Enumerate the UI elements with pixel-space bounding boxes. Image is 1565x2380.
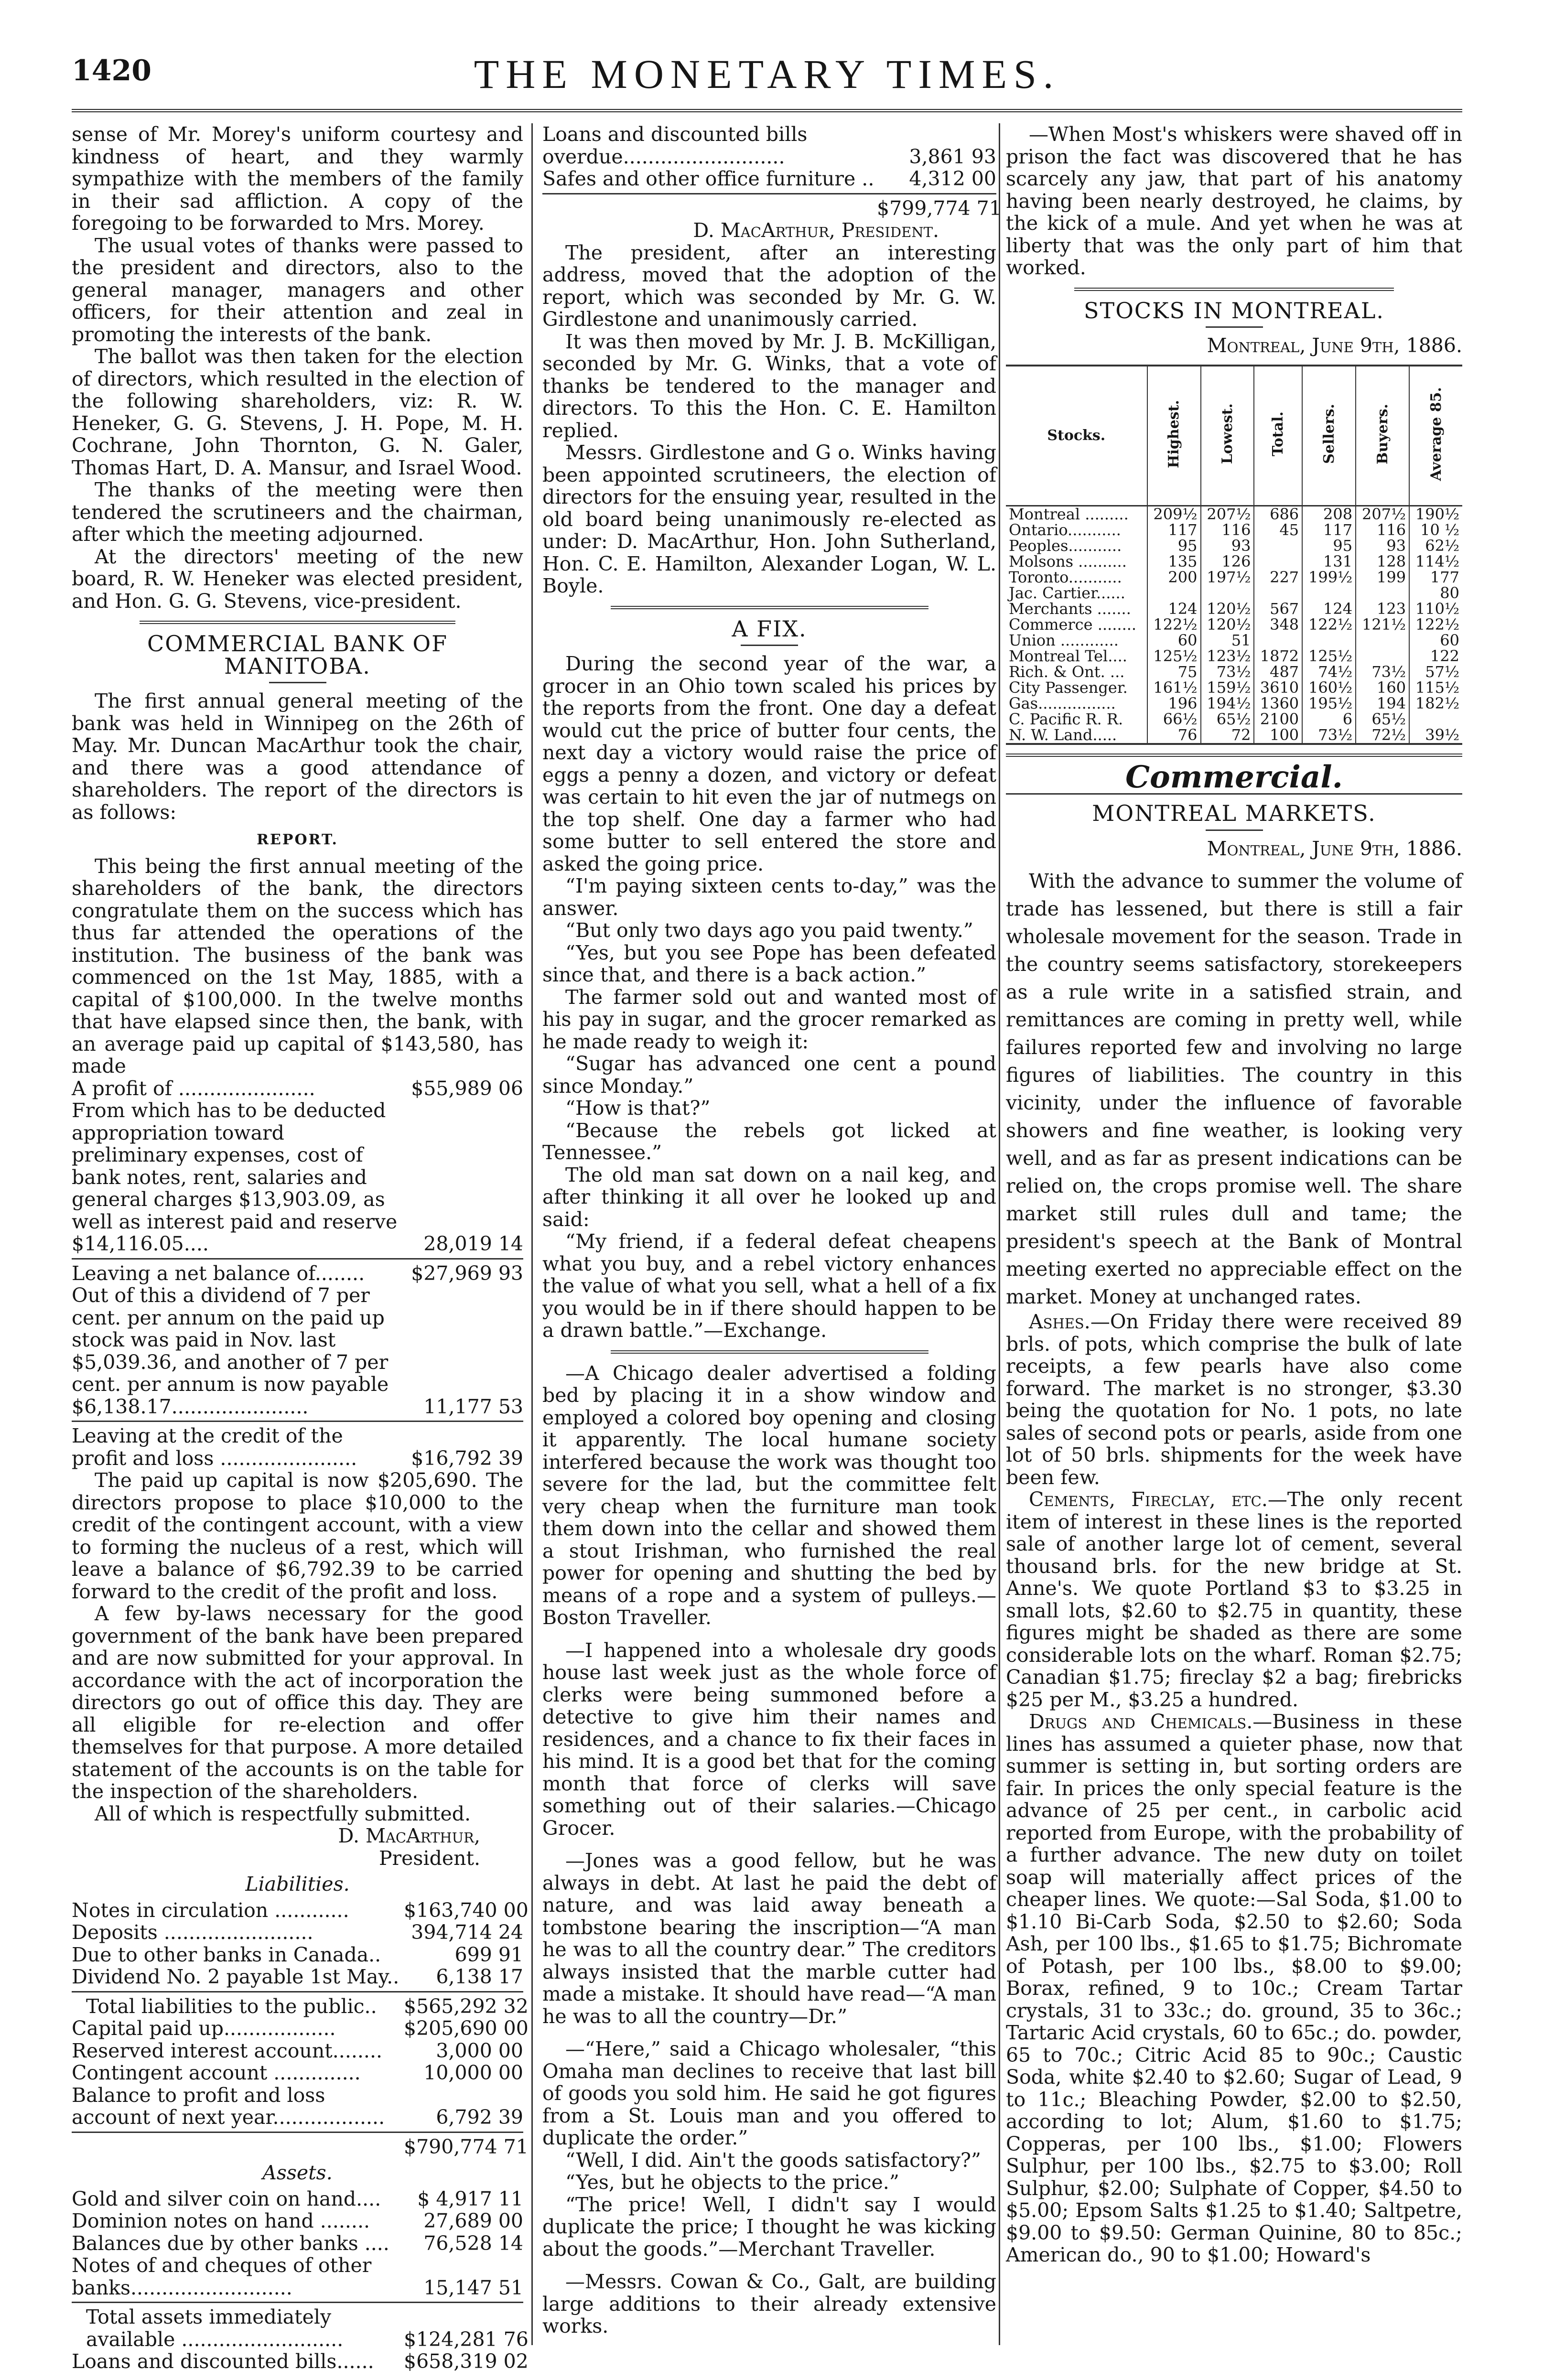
ledger-amount: 6,138 17 [436,1965,523,1988]
ledger-row [72,2132,529,2158]
stock-value-cell: 190½ [1409,506,1462,522]
page-header [72,45,1462,98]
ledger-amount: $565,292 32 [404,1994,529,2018]
ledger-label: Due to other banks in Canada.. [72,1943,381,1966]
stock-value-cell: 128 [1356,554,1409,570]
column-1 [72,123,529,2373]
ledger-row [72,2210,523,2232]
ledger-label: Total assets immediately available .......................... [86,2305,344,2351]
paragraph: During the second year of the war, a grocer in an Ohio town scaled his prices by the reports from the front. One day a defeat would cut the price of butter four cents, the next day a victory would raise the price of eggs a penny a dozen, and victory or defeat was certain to hit even the jar of nutmegs on the top shelf. One day a farmer who had some butter to sell entered the store and asked the going price. [542,652,996,875]
ledger-row [72,2017,529,2040]
dateline: Montreal, June 9th, 1886. [1207,334,1462,357]
ledger-label: Total liabilities to the public.. [86,1994,377,2018]
short-rule [1206,829,1263,831]
stock-value-cell: 57½ [1409,664,1462,680]
stock-value-cell: 60 [1147,633,1201,648]
stock-value-cell: 2100 [1254,711,1302,727]
column-header-label: Lowest. [1219,403,1236,464]
stock-name-cell: City Passenger. [1009,678,1128,697]
paragraph: —A Chicago dealer advertised a folding bed by placing it in a show window and employed a colored boy opening and closing it apparently. The local humane society interfered because the work was thought too severe for the lad, but the committee felt very cheap when the furniture man took them down into the cellar and showed them a stout Irishman, who furnished the real power for opening and shutting the bed by means of a rope and a system of pulleys.—Boston Traveller. [542,1361,996,1629]
ledger-amount: 10,000 00 [423,2061,523,2084]
stock-value-cell [1356,633,1409,648]
stock-value-cell: 227 [1254,570,1302,585]
stock-value-cell: 200 [1147,570,1201,585]
stock-value-cell: 65½ [1356,711,1409,727]
paragraph: —Jones was a good fellow, but he was always in debt. At last he paid the debt of nature, and was laid away beneath a tombstone bearing the inscription—“A man he was to all the country dear.” The creditors always insisted that the marble cutter had made a mistake. It should have read—“A man he was to all the country—Dr.” [542,1849,996,2028]
stock-value-cell: 182½ [1409,696,1462,711]
signature-name: D. MacArthur, [338,1824,480,1847]
ledger-row [72,2254,523,2299]
stock-name-cell: Toronto........... [1009,568,1122,586]
stock-name-cell: Merchants ....... [1009,599,1131,618]
stock-value-cell: 115½ [1409,680,1462,696]
stock-value-cell: 123½ [1201,648,1254,664]
stock-value-cell: 160 [1356,680,1409,696]
stocks-row [1006,617,1462,633]
stock-value-cell [1409,711,1462,727]
stocks-row [1006,554,1462,570]
ledger-row [542,193,1002,220]
paragraph: This being the first annual meeting of the shareholders of the bank, the directors congratulate them on the success which has thus far attended the operations of the institution. The business of the bank was commenced on the 1st May, 1885, with a capital of $100,000. In the twelve months that have elapsed since then, the bank, with an average paid up capital of $143,580, has made [72,854,523,1077]
paragraph: “The price! Well, I didn't say I would duplicate the price; I thought he was kicking about the goods.”—Merchant Traveller. [542,2193,996,2261]
ledger-amount: 3,861 93 [909,145,996,168]
stock-name-cell: Molsons .......... [1009,552,1127,571]
column-header-label: Total. [1270,411,1287,457]
stocks-column-header [1201,366,1254,506]
article-heading: STOCKS IN MONTREAL. [1084,297,1384,323]
liabilities-list [72,1898,529,1988]
stock-value-cell [1302,633,1356,648]
stocks-row [1006,648,1462,664]
ledger-row [72,2040,523,2062]
paragraph: It was then moved by Mr. J. B. McKilligan, seconded by Mr. G. Winks, that a vote of thanks be tendered to the manager and directors. To this the Hon. C. E. Hamilton replied. [542,330,996,442]
paragraph: The usual votes of thanks were passed to the president and directors, also to the general manager, managers and other officers, for their attention and zeal in promoting the interests of the bank. [72,234,523,346]
stock-name-cell: Peoples........... [1009,536,1122,555]
column-divider [999,123,1000,2345]
stock-value-cell: 126 [1201,554,1254,570]
stock-value-cell: 1872 [1254,648,1302,664]
section-rule [611,1350,928,1354]
stock-value-cell: 122½ [1409,617,1462,633]
paragraph: The farmer sold out and wanted most of his pay in sugar, and the grocer remarked as he made ready to weigh it: [542,985,996,1053]
paragraph-body: —On Friday there were received 89 brls. of pots, which comprise the bulk of late receipts, a few pearls have also come forward. The market is no stronger, $3.30 being the quotation for No. 1 pots, no late sales of second pots or pearls, aside from one lot of 50 brls. shipments for the week have been few. [1006,1310,1462,1489]
stock-value-cell: 195½ [1302,696,1356,711]
column-header-label: Buyers. [1374,403,1391,464]
ledger-amount: 76,528 14 [423,2231,523,2255]
stocks-row [1006,570,1462,585]
stock-name-cell: Gas................ [1009,694,1116,712]
ledger-label: Leaving a net balance of........ [72,1261,365,1285]
section-rule [1006,754,1462,757]
stock-value-cell: 208 [1302,506,1356,522]
stock-value-cell [1356,585,1409,601]
paragraph: “But only two days ago you paid twenty.” [565,919,973,942]
ledger-label: Loans and discounted bills...... [72,2350,374,2373]
stocks-column-header [1409,366,1462,506]
ledger-label: Gold and silver coin on hand.... [72,2187,381,2210]
ledger-row [72,2350,529,2373]
ledger-label: Contingent account .............. [72,2061,361,2084]
paragraph: —When Most's whiskers were shaved off in prison the fact was discovered that he has scarcely any jaw, that part of his anatomy having been nearly destroyed, he claims, by the kick of a mule. And yet when he was at liberty that was the only part of him that worked. [1006,123,1462,279]
lead-in: Ashes. [1029,1310,1090,1333]
ledger-amount: 27,689 00 [423,2209,523,2232]
ledger-row [72,2302,529,2351]
paragraph: “Yes, but you see Pope has been defeated since that, and there is a back action.” [542,941,996,986]
paragraph: “Sugar has advanced one cent a pound since Monday.” [542,1052,996,1098]
stock-value-cell: 196 [1147,696,1201,711]
stocks-row [1006,711,1462,727]
paragraph: “I'm paying sixteen cents to-day,” was the answer. [542,874,996,920]
stock-value-cell: 66½ [1147,711,1201,727]
stock-value-cell: 120½ [1201,601,1254,617]
stocks-row [1006,633,1462,648]
stock-value-cell: 76 [1147,727,1201,744]
stock-value-cell [1254,585,1302,601]
ledger-amount: 699 91 [454,1943,523,1966]
ledger-label: Reserved interest account........ [72,2039,383,2062]
stock-value-cell: 197½ [1201,570,1254,585]
ledger-amount: 11,177 53 [423,1395,523,1418]
stocks-row [1006,664,1462,680]
ledger-label: Deposits ........................ [72,1921,313,1944]
paragraph: The president, after an interesting address, moved that the adoption of the report, which was seconded by Mr. G. W. Girdlestone and unanimously carried. [542,241,996,331]
ledger-label: Dividend No. 2 payable 1st May.. [72,1965,399,1988]
stock-value-cell: 73½ [1302,727,1356,744]
stock-value-cell: 487 [1254,664,1302,680]
stocks-row [1006,727,1462,744]
stocks-row [1006,538,1462,554]
paragraph: The thanks of the meeting were then tendered the scrutineers and the chairman, after which the meeting adjourned. [72,478,523,546]
stocks-table [1006,365,1462,745]
stock-value-cell: 93 [1356,538,1409,554]
ledger-row [72,1898,529,1922]
ledger-row [72,2188,523,2210]
paragraph [1006,1711,1462,2266]
stock-value-cell: 122 [1409,648,1462,664]
stocks-row [1006,506,1462,522]
stock-value-cell: 95 [1302,538,1356,554]
stock-name-cell: C. Pacific R. R. [1009,710,1123,728]
stock-value-cell: 122½ [1302,617,1356,633]
stock-value-cell: 3610 [1254,680,1302,696]
paragraph [1006,1311,1462,1488]
stock-value-cell [1254,538,1302,554]
ledger-amount: 394,714 24 [411,1921,523,1944]
column-header-label: Highest. [1166,399,1183,468]
ledger-row [72,2084,523,2129]
stock-value-cell: 207½ [1356,506,1409,522]
stock-value-cell: 194 [1356,696,1409,711]
stock-value-cell: 123 [1356,601,1409,617]
column-3 [1006,123,1462,2345]
capital-list [72,2017,529,2129]
stocks-row [1006,522,1462,538]
paragraph: “My friend, if a federal defeat cheapens what you buy, and a rebel victory enhances the value of what you sell, what a hell of a fix you would be in if there should happen to be a drawn battle.”—Exchange. [542,1230,996,1342]
ledger-row [542,168,996,190]
stock-value-cell [1254,633,1302,648]
ledger-amount: 3,000 00 [436,2039,523,2062]
paragraph: The paid up capital is now $205,690. The directors propose to place $10,000 to the credit of the contingent account, with a view to forming the nucleus of a rest, which will leave a balance of $6,792.39 to be carried forward to the credit of the profit and loss. [72,1469,523,1603]
signature-name: D. MacArthur, President. [693,219,939,242]
paragraph: The first annual general meeting of the bank was held in Winnipeg on the 26th of May. Mr. Duncan MacArthur took the chair, and there was a good attendance of shareholders. The report of the directors is as follows: [72,689,523,824]
stock-value-cell: 117 [1147,522,1201,538]
stock-value-cell: 125½ [1147,648,1201,664]
ledger-row [72,1921,523,1944]
stocks-column-header [1147,366,1201,506]
stock-value-cell: 209½ [1147,506,1201,522]
stock-value-cell: 45 [1254,522,1302,538]
stock-value-cell: 121½ [1356,617,1409,633]
ledger-row [72,1284,523,1418]
stocks-table-body [1006,506,1462,744]
paragraph: “Well, I did. Ain't the goods satisfactory?” [565,2148,981,2172]
stock-value-cell: 93 [1201,538,1254,554]
stock-value-cell: 72 [1201,727,1254,744]
stock-value-cell [1201,585,1254,601]
stock-value-cell [1147,585,1201,601]
column-divider [531,123,533,2345]
stock-value-cell: 110½ [1409,601,1462,617]
stock-value-cell: 1360 [1254,696,1302,711]
liabilities-heading: Liabilities. [245,1873,350,1895]
signature-title: President. [378,1846,480,1870]
paragraph: “Because the rebels got licked at Tennessee.” [542,1119,996,1164]
stock-value-cell: 51 [1201,633,1254,648]
stock-value-cell: 10 ½ [1409,522,1462,538]
stock-value-cell: 207½ [1201,506,1254,522]
stock-value-cell: 124 [1302,601,1356,617]
stock-value-cell: 73½ [1201,664,1254,680]
stock-value-cell: 80 [1409,585,1462,601]
lead-in: Cements, Fireclay, etc. [1029,1488,1268,1511]
stock-value-cell: 62½ [1409,538,1462,554]
stocks-row [1006,680,1462,696]
paragraph [1006,1488,1462,1711]
ledger-label: Balances due by other banks .... [72,2231,389,2255]
stock-value-cell: 6 [1302,711,1356,727]
ledger-amount: $55,989 06 [411,1077,523,1100]
header-rule [72,109,1462,112]
assets-heading: Assets. [262,2161,333,2184]
article-heading: MONTREAL MARKETS. [1092,800,1376,826]
stock-name-cell: Montreal ......... [1009,505,1129,523]
ledger-amount: $27,969 93 [411,1261,523,1285]
ledger-label: A profit of ...................... [72,1077,315,1100]
lead-in: Drugs and Chemicals. [1029,1710,1253,1733]
ledger-row [72,1099,523,1255]
stock-value-cell: 177 [1409,570,1462,585]
ledger-amount: $124,281 76 [404,2327,529,2351]
ledger-row [72,2062,523,2084]
paragraph: —I happened into a wholesale dry goods house last week just as the whole force of clerks were being summoned before a detective to give him their names and residences, and a chance to fix their faces in his mind. It is a good bet that for the coming month that force of clerks will save something out of their salaries.—Chicago Grocer. [542,1638,996,1840]
stock-value-cell: 39½ [1409,727,1462,744]
ledger-amount: $16,792 39 [411,1446,523,1470]
stock-value-cell: 116 [1356,522,1409,538]
paragraph: —“Here,” said a Chicago wholesaler, “this Omaha man declines to receive that last bill of goods you sold him. He said he got figures from a St. Louis man and you offered to duplicate the order.” [542,2037,996,2149]
paragraph: With the advance to summer the volume of trade has lessened, but there is still a fair wholesale movement for the season. Trade in the country seems satisfactory, storekeepers as a rule write in a satisfied strain, and remittances are coming in pretty well, while failures reported few and involving no large figures of liabilities. The country in this vicinity, under the influence of favorable showers and fine weather, is looking very well, and as far as present indications can be relied on, the crops promise well. The share market still rules dull and tame; the president's speech at the Bank of Montral meeting exerted no appreciable effect on the market. Money at unchanged rates. [1006,870,1462,1308]
ledger-amount: 15,147 51 [423,2276,523,2299]
stock-value-cell: 122½ [1147,617,1201,633]
stock-value-cell [1302,585,1356,601]
stocks-column-header [1302,366,1356,506]
ledger-label: Capital paid up.................. [72,2017,336,2040]
stock-value-cell: 117 [1302,522,1356,538]
stock-value-cell: 125½ [1302,648,1356,664]
paragraph: The old man sat down on a nail keg, and after thinking it all over he looked up and said: [542,1163,996,1231]
ledger-row [72,1944,523,1966]
section-rule [611,606,928,609]
stock-value-cell: 348 [1254,617,1302,633]
ledger-row [542,123,996,168]
dateline: Montreal, June 9th, 1886. [1207,837,1462,860]
stock-value-cell: 65½ [1201,711,1254,727]
paragraph: sense of Mr. Morey's uniform courtesy and kindness of heart, and they warmly sympathize with the members of the family in their sad affliction. A copy of the foregoing to be forwarded to Mrs. Morey. [72,123,523,235]
stock-value-cell: 75 [1147,664,1201,680]
stock-value-cell: 72½ [1356,727,1409,744]
ledger-label: Dominion notes on hand ........ [72,2209,370,2232]
stocks-row [1006,601,1462,617]
ledger-row [72,1966,523,1988]
column-2 [542,123,1002,2345]
stock-value-cell: 100 [1254,727,1302,744]
ledger-amount: $163,740 00 [404,1898,529,1922]
stocks-column-header [1254,366,1302,506]
paragraph: —Messrs. Cowan & Co., Galt, are building large additions to their already extensive works. [542,2270,996,2337]
masthead-title: THE MONETARY TIMES. [474,51,1060,97]
stock-value-cell: 194½ [1201,696,1254,711]
stocks-row [1006,696,1462,711]
stock-name-cell: Montreal Tel.... [1009,646,1127,665]
paragraph: “How is that?” [565,1097,711,1120]
stock-value-cell: 114½ [1409,554,1462,570]
column-header-label: Sellers. [1320,404,1338,464]
stock-value-cell: 120½ [1201,617,1254,633]
paragraph-body: —Business in these lines has assumed a quieter phase, now that summer is setting in, but sorting orders are fair. In prices the only special feature is the advance of 25 per cent., in carbolic acid reported from Europe, with the probability of a further advance. The new duty on toilet soap will materially affect prices of the cheaper lines. We quote:—Sal Soda, $1.00 to $1.10 Bi-Carb Soda, $2.50 to $2.60; Soda Ash, per 100 lbs., $1.65 to $1.75; Bichromate of Potash, per 100 lbs., $8.00 to $9.00; Borax, refined, 9 to 10c.; Cream Tartar crystals, 31 to 33c.; do. ground, 35 to 36c.; Tartaric Acid crystals, 60 to 65c.; do. powder, 65 to 70c.; Citric Acid 85 to 90c.; Caustic Soda, white $2.40 to $2.60; Sugar of Lead, 9 to 11c.; Bleaching Powder, $2.00 to $2.50, according to lot; Alum, $1.60 to $1.75; Copperas, per 100 lbs., $1.00; Flowers Sulphur, per 100 lbs., $2.75 to $3.00; Roll Sulphur, $2.00; Sulphate of Copper, $4.50 to $5.00; Epsom Salts $1.25 to $1.40; Saltpetre, $9.00 to $9.50: German Quinine, 80 to 85c.; American do., 90 to $1.00; Howard's [1006,1710,1462,2266]
ledger-label: Safes and other office furniture .. [542,167,874,190]
stock-name-cell: Union ............ [1009,631,1119,649]
short-rule [269,682,326,683]
ledger-amount: 28,019 14 [423,1232,523,1255]
ledger-label: Balance to profit and loss account of next year.................. [72,2083,385,2129]
ledger-label: Loans and discounted bills overdue.......................... [542,123,808,168]
ledger-amount: 4,312 00 [909,167,996,190]
assets-list [72,2188,523,2299]
stock-value-cell: 116 [1201,522,1254,538]
stock-value-cell: 73½ [1356,664,1409,680]
article-heading: COMMERCIAL BANK OF MANITOBA. [147,631,448,679]
ledger-label: From which has to be deducted appropriation toward preliminary expenses, cost of bank notes, rent, salaries and general charges $13,903.09, as well as interest paid and reserve $14,116.05.... [72,1099,398,1255]
ledger-amount: $205,690 00 [404,2017,529,2040]
paragraph: Messrs. Girdlestone and G o. Winks having been appointed scrutineers, the election of directors for the ensuing year, resulted in the old board being unanimously re-elected as under: D. MacArthur, Hon. John Sutherland, Hon. C. E. Hamilton, Alexander Logan, W. L. Boyle. [542,441,996,597]
page-number: 1420 [72,54,151,87]
section-rule [140,621,456,624]
stock-value-cell: 60 [1409,633,1462,648]
stock-value-cell: 131 [1302,554,1356,570]
stock-value-cell: 135 [1147,554,1201,570]
column-header-label: Stocks. [1047,427,1106,444]
stocks-header-row [1006,366,1462,506]
paragraph: At the directors' meeting of the new board, R. W. Heneker was elected president, and Hon. G. G. Stevens, vice-president. [72,545,523,613]
ledger-row [72,2232,523,2255]
paragraph: All of which is respectfully submitted. [95,1802,471,1825]
ledger-amount: $ 4,917 11 [417,2187,523,2210]
paragraph-body: —The only recent item of interest in these lines is the reported sale of another large lot of cement, several thousand brls. for the new bridge at St. Anne's. We quote Portland $3 to $3.25 in small lots, $2.60 to $2.75 in quantity, these figures might be shaded as there are some considerable lots on the wharf. Roman $2.75; Canadian $1.75; fireclay $2 a bag; firebricks $25 per M., $3.25 a hundred. [1006,1488,1463,1711]
stock-name-cell: Rich. & Ont. ... [1009,662,1125,681]
section-rule [1074,288,1394,291]
stock-name-cell: Jac. Cartier...... [1009,583,1125,602]
stock-value-cell: 95 [1147,538,1201,554]
ledger-row [72,1421,523,1469]
ledger-amount: $799,774 71 [877,196,1002,220]
article-heading: A FIX. [732,615,807,642]
stock-value-cell: 567 [1254,601,1302,617]
short-rule [1206,326,1263,328]
ledger-label: Out of this a dividend of 7 per cent. per annum on the paid up stock was paid in Nov. last $5,039.36, and another of 7 per cent. per annum is now payable $6,138.17...................... [72,1284,389,1418]
ledger-label: Leaving at the credit of the profit and loss ...................... [72,1424,357,1470]
section-heading: Commercial. [1125,759,1343,795]
stock-value-cell: 74½ [1302,664,1356,680]
ledger-row [72,1077,523,1100]
report-heading: REPORT. [257,831,338,848]
stock-value-cell: 199 [1356,570,1409,585]
stocks-row [1006,585,1462,601]
stock-name-cell: Commerce ........ [1009,615,1137,634]
paragraph: “Yes, but he objects to the price.” [565,2171,899,2194]
short-rule [741,645,798,646]
column-header-label: Average 85. [1427,387,1445,481]
stock-name-cell: N. W. Land..... [1009,725,1117,744]
stock-value-cell: 686 [1254,506,1302,522]
ledger-label: Notes in circulation ............ [72,1898,349,1922]
paragraph: The ballot was then taken for the election of directors, which resulted in the election of the following shareholders, viz: R. W. Heneker, G. G. Stevens, J. H. Pope, M. H. Cochrane, John Thornton, G. N. Galer, Thomas Hart, D. A. Mansur, and Israel Wood. [72,345,523,479]
ledger-row [72,1258,523,1285]
stock-value-cell: 159½ [1201,680,1254,696]
ledger-amount: $790,774 71 [404,2135,529,2158]
stock-value-cell: 199½ [1302,570,1356,585]
ledger-row [72,1991,529,2018]
paragraph: A few by-laws necessary for the good government of the bank have been prepared and are now submitted for your approval. In accordance with the act of incorporation the directors go out of office this day. They are all eligible for re-election and offer themselves for that purpose. A more detailed statement of the accounts is on the table for the inspection of the shareholders. [72,1602,523,1803]
stock-name-cell: Ontario........... [1009,520,1121,539]
stock-value-cell: 124 [1147,601,1201,617]
ledger-amount: $658,319 02 [404,2350,529,2373]
stocks-column-header [1356,366,1409,506]
stocks-column-header [1006,366,1147,506]
ledger-amount: 6,792 39 [436,2106,523,2129]
stock-value-cell [1254,554,1302,570]
stock-value-cell [1356,648,1409,664]
stock-value-cell: 161½ [1147,680,1201,696]
ledger-label: Notes of and cheques of other banks.......................... [72,2254,372,2299]
stock-value-cell: 160½ [1302,680,1356,696]
